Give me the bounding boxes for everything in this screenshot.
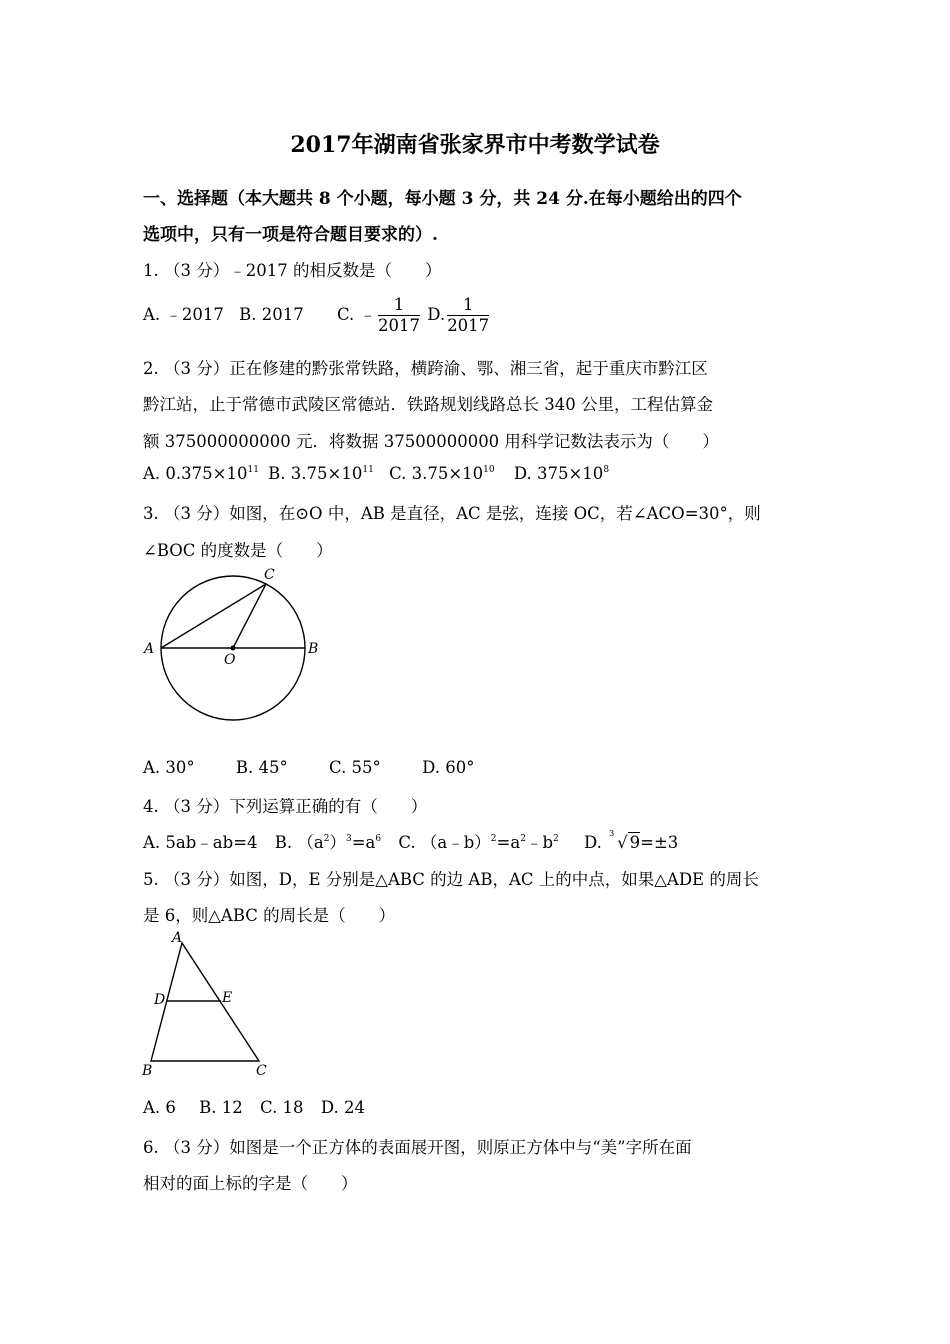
- q3-options: [143, 758, 474, 777]
- q4-option-b: B. $(a^2)^3=a^6$: [274, 833, 382, 852]
- q2-option-d: D. $375\times 10^8$: [513, 464, 610, 483]
- q1-options: [143, 295, 491, 336]
- q2-options: [143, 464, 609, 483]
- q4-option-d: D. 3 √ 9=±3: [583, 829, 679, 852]
- q2-option-b: B. $3.75\times 10^{11}$: [268, 464, 374, 483]
- section-heading-line1: 一、选择题（本大题共 8 个小题，每小题 3 分，共 24 分.在每小题给出的四个: [143, 189, 742, 209]
- q4-option-c: C. $(a﹣b)^2=a^2﹣b^2$: [398, 833, 559, 852]
- page-title: 2017年湖南省张家界市中考数学试卷: [290, 132, 660, 158]
- label-d: D: [154, 992, 166, 1008]
- q5-option-c: C. 18: [260, 1098, 304, 1117]
- q5-line1: 5. （3 分）如图，D，E 分别是△ABC 的边 AB，AC 上的中点，如果△ADE 的周长: [143, 870, 759, 889]
- q2-option-a: A. $0.375\times 10^{11}$: [143, 464, 259, 483]
- q2-option-c: C. $3.75\times 10^{10}$: [389, 464, 495, 483]
- q5-line2: 是 6，则△ABC 的周长是（ ）: [143, 906, 396, 925]
- q1-option-c: C. ﹣: [337, 305, 377, 324]
- q5-option-a: A. 6: [143, 1098, 176, 1117]
- q6-line1: 6. （3 分）如图是一个正方体的表面展开图，则原正方体中与“美”字所在面: [143, 1138, 692, 1157]
- label-e: E: [222, 990, 233, 1006]
- q4-stem: 4. （3 分）下列运算正确的有（ ）: [143, 797, 428, 816]
- section-heading-line2: 选项中，只有一项是符合题目要求的）.: [143, 225, 438, 245]
- q2-line1: 2. （3 分）正在修建的黔张常铁路，横跨渝、鄂、湘三省，起于重庆市黔江区: [143, 359, 708, 378]
- q1-option-d: D.: [427, 305, 446, 324]
- label-a: A: [144, 641, 155, 657]
- q3-option-d: D. 60°: [422, 758, 475, 777]
- q3-option-b: B. 45°: [235, 758, 288, 777]
- q3-line1: 3. （3 分）如图，在⊙O 中，AB 是直径，AC 是弦，连接 OC，若∠ACO=30°，则: [143, 504, 761, 523]
- q3-line2: ∠BOC 的度数是（ ）: [143, 541, 333, 560]
- q3-circle-figure: [138, 565, 338, 725]
- q1-option-c-fraction: $\frac{1}{2017}$: [378, 295, 421, 335]
- q6-line2: 相对的面上标的字是（ ）: [143, 1174, 358, 1193]
- q1-stem: 1. （3 分）﹣2017 的相反数是（ ）: [143, 261, 442, 280]
- q1-option-b: B. 2017: [239, 305, 304, 324]
- q5-options: [143, 1098, 365, 1117]
- q2-line2: 黔江站，止于常德市武陵区常德站．铁路规划线路总长 340 公里，工程估算金: [143, 395, 713, 414]
- q4-options: [143, 829, 678, 853]
- q2-line3: 额 375000000000 元．将数据 37500000000 用科学记数法表示为（ ）: [143, 432, 719, 451]
- q1-option-a: A. ﹣2017: [143, 305, 224, 324]
- label-b: B: [142, 1063, 153, 1079]
- label-a: A: [172, 930, 183, 946]
- triangle-abc: [151, 943, 259, 1061]
- label-o: O: [224, 652, 236, 668]
- q5-option-d: D. 24: [320, 1098, 365, 1117]
- q4-option-a: A. 5ab﹣ab=4: [143, 833, 258, 852]
- q3-option-a: A. 30°: [143, 758, 195, 777]
- q5-triangle-figure: [138, 928, 288, 1083]
- q5-option-b: B. 12: [199, 1098, 243, 1117]
- center-point: [231, 646, 236, 651]
- q3-option-c: C. 55°: [329, 758, 381, 777]
- label-b: B: [308, 641, 319, 657]
- label-c: C: [256, 1063, 267, 1079]
- label-c: C: [264, 567, 275, 583]
- q1-option-d-fraction: $\frac{1}{2017}$: [447, 295, 490, 335]
